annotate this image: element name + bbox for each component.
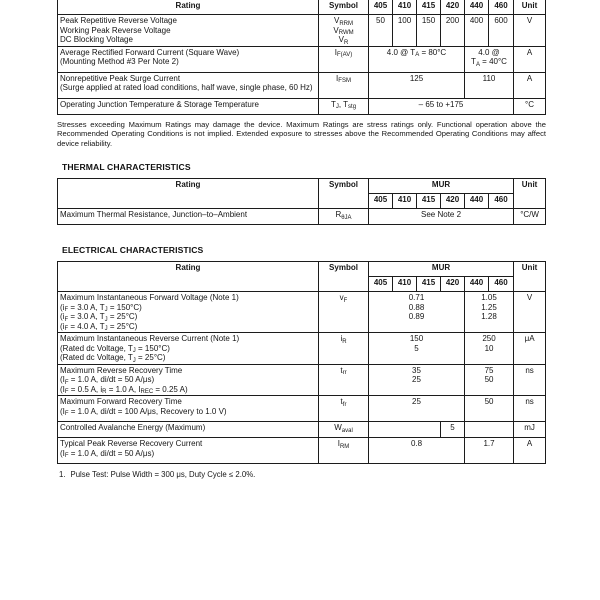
rating-line: Operating Junction Temperature & Storage Temperature (60, 99, 259, 109)
rating-cell (58, 15, 319, 47)
value-cell: 600 (489, 15, 514, 47)
series-group-header: MUR (369, 262, 514, 277)
value-line: $T_A = 40^\circ C$ (471, 57, 507, 68)
rating-line: Maximum Instantaneous Forward Voltage (Note 1) (60, 293, 239, 303)
symbol-cell: $T_J$, $T_{stg}$ (319, 98, 369, 114)
rating-cell (58, 364, 319, 396)
value-line: 0.71 (408, 293, 425, 303)
value-cell: 125 (369, 72, 465, 98)
condition-line: ($I_F = 1.0$ A, di/dt = 50 A/μs) (60, 375, 155, 386)
table-row (58, 438, 546, 464)
column-header-405: 405 (369, 277, 393, 292)
value-line: 1.05 (481, 293, 497, 303)
footnote-number: 1. (59, 470, 66, 480)
symbol-cell: $v_F$ (319, 292, 369, 333)
table-row (58, 46, 546, 72)
rating-line: Maximum Instantaneous Reverse Current (Note 1) (60, 334, 240, 344)
rating-cell (58, 333, 319, 365)
value-cell: 50 (465, 396, 514, 422)
column-header-410: 410 (393, 0, 417, 15)
rating-line: Typical Peak Reverse Recovery Current (60, 439, 203, 449)
column-header-unit: Unit (514, 179, 546, 209)
unit-cell: V (514, 15, 546, 47)
condition-line: (Rated dc Voltage, $T_J = 25^\circ C$) (60, 353, 166, 364)
value-cell: 50 (369, 15, 393, 47)
column-header-rating: Rating (58, 0, 319, 15)
value-cell: 5 (441, 422, 465, 438)
column-header-460: 460 (489, 277, 514, 292)
column-header-rating: Rating (58, 179, 319, 209)
rating-cell (58, 438, 319, 464)
value-line: 10 (484, 343, 494, 353)
unit-cell: A (514, 72, 546, 98)
symbol-cell: $R_{\theta JA}$ (319, 209, 369, 225)
rating-line: Nonrepetitive Peak Surge Current (60, 73, 181, 83)
symbol-cell (319, 15, 369, 47)
value-line: 0.89 (408, 312, 425, 322)
rating-line: Average Rectified Forward Current (Square Wave) (60, 47, 240, 57)
column-header-420: 420 (441, 194, 465, 209)
value-cell-empty (465, 422, 514, 438)
value-cell: 25 (369, 396, 465, 422)
electrical-characteristics-table (57, 261, 546, 464)
value-cell: 150 (417, 15, 441, 47)
table-row (58, 364, 546, 396)
electrical-section-title: ELECTRICAL CHARACTERISTICS (62, 245, 204, 256)
rating-cell: Maximum Thermal Resistance, Junction–to–Ambient (58, 209, 319, 225)
symbol-cell: $I_{FSM}$ (319, 72, 369, 98)
column-header-420: 420 (441, 0, 465, 15)
rating-line: Controlled Avalanche Energy (Maximum) (60, 423, 206, 433)
symbol-cell: $I_{F(AV)}$ (319, 46, 369, 72)
pulse-test-footnote (59, 470, 546, 479)
unit-cell: °C (514, 98, 546, 114)
value-cell (369, 292, 465, 333)
symbol: $V_R$ (338, 35, 349, 46)
thermal-characteristics-table (57, 178, 546, 225)
symbol-cell: $I_{RM}$ (319, 438, 369, 464)
table-row (58, 292, 546, 333)
column-header-405: 405 (369, 194, 393, 209)
value-cell: – 65 to +175 (369, 98, 514, 114)
condition-line: ($i_F = 4.0$ A, $T_J = 25^\circ C$) (60, 321, 138, 333)
value-cell (369, 364, 465, 396)
column-header-410: 410 (393, 277, 417, 292)
unit-cell: V (514, 292, 546, 333)
page-content (57, 0, 546, 479)
value-line: 150 (409, 334, 424, 344)
symbol-cell: $W_{aval}$ (319, 422, 369, 438)
column-header-unit: Unit (514, 0, 546, 15)
column-header-410: 410 (393, 194, 417, 209)
value-line: 0.88 (408, 302, 425, 312)
condition-line: ($I_F = 1.0$ A, di/dt = 50 A/μs) (60, 448, 155, 460)
value-cell: 200 (441, 15, 465, 47)
table-row (58, 72, 546, 98)
table-row (58, 209, 546, 225)
rating-line: Working Peak Reverse Voltage (60, 25, 171, 35)
value-cell-empty (369, 422, 441, 438)
condition-line: ($i_F = 3.0$ A, $T_J = 150^\circ C$) (60, 302, 142, 314)
table-header-row (58, 262, 546, 277)
table-row (58, 15, 546, 47)
value-cell: 110 (465, 72, 514, 98)
thermal-section-title: THERMAL CHARACTERISTICS (62, 162, 191, 173)
value-cell: See Note 2 (369, 209, 514, 225)
column-header-440: 440 (465, 277, 489, 292)
unit-cell: A (514, 46, 546, 72)
table-header-row (58, 179, 546, 194)
value-cell (465, 46, 514, 72)
value-cell (465, 292, 514, 333)
unit-cell: ns (514, 396, 546, 422)
condition-line: ($i_F = 3.0$ A, $T_J = 25^\circ C$) (60, 312, 138, 323)
value-line: 250 (482, 334, 496, 344)
value-line: 75 (484, 365, 494, 375)
value-cell (369, 333, 465, 365)
value-cell: 1.7 (465, 438, 514, 464)
value-line: 4.0 @ (478, 47, 500, 57)
column-header-symbol: Symbol (319, 262, 369, 292)
rating-cell (58, 98, 319, 114)
rating-line: (Mounting Method #3 Per Note 2) (60, 57, 179, 66)
symbol-cell: $t_{rr}$ (319, 364, 369, 396)
condition-line: (Rated dc Voltage, $T_J = 150^\circ C$) (60, 343, 170, 355)
rating-line: Maximum Forward Recovery Time (60, 397, 182, 407)
rating-cell (58, 72, 319, 98)
maximum-ratings-table (57, 0, 546, 115)
rating-line: DC Blocking Voltage (60, 35, 133, 44)
rating-line: Peak Repetitive Reverse Voltage (60, 16, 177, 25)
column-header-440: 440 (465, 0, 489, 15)
column-header-415: 415 (417, 277, 441, 292)
column-header-460: 460 (489, 0, 514, 15)
symbol-cell: $t_{fr}$ (319, 396, 369, 422)
column-header-405: 405 (369, 0, 393, 15)
value-line: 50 (484, 375, 494, 385)
symbol: $V_{RWM}$ (333, 25, 354, 36)
column-header-symbol: Symbol (319, 0, 369, 15)
rating-cell (58, 422, 319, 438)
column-header-460: 460 (489, 194, 514, 209)
column-header-rating: Rating (58, 262, 319, 292)
unit-cell: °C/W (514, 209, 546, 225)
unit-cell: μA (514, 333, 546, 365)
value-line: 25 (412, 375, 421, 385)
rating-line: Maximum Reverse Recovery Time (60, 365, 183, 375)
value-cell: 4.0 @ $T_A = 80^\circ C$ (369, 46, 465, 72)
condition-line: ($I_F = 1.0$ A, di/dt = 100 A/μs, Recovery to 1.0 V) (60, 406, 227, 418)
unit-cell: ns (514, 364, 546, 396)
unit-cell: A (514, 438, 546, 464)
rating-cell (58, 292, 319, 333)
symbol-cell: $i_R$ (319, 333, 369, 365)
value-cell (465, 333, 514, 365)
column-header-415: 415 (417, 194, 441, 209)
condition-line: ($I_F = 0.5$ A, $i_R = 1.0$ A, $I_{REC} = 0.25$ A) (60, 384, 188, 396)
value-cell (465, 364, 514, 396)
table-row (58, 98, 546, 114)
footnote-text: Pulse Test: Pulse Width = 300 μs, Duty Cycle ≤ 2.0%. (70, 470, 256, 480)
value-line: 1.28 (481, 312, 497, 322)
column-header-symbol: Symbol (319, 179, 369, 209)
unit-cell: mJ (514, 422, 546, 438)
value-line: 5 (414, 343, 419, 353)
value-cell: 100 (393, 15, 417, 47)
table-row (58, 396, 546, 422)
series-group-header: MUR (369, 179, 514, 194)
stress-ratings-note: Stresses exceeding Maximum Ratings may damage the device. Maximum Ratings are stress ratings only. Functional operation above the Recommended Operating Conditions is not implied. Extended exposure to stresses above the Recommended Operating Conditions may affect device reliability. (57, 119, 546, 148)
column-header-420: 420 (441, 277, 465, 292)
table-row (58, 422, 546, 438)
value-line: 1.25 (481, 302, 497, 312)
value-line: 35 (412, 365, 421, 375)
column-header-440: 440 (465, 194, 489, 209)
value-cell: 400 (465, 15, 489, 47)
rating-cell (58, 46, 319, 72)
column-header-415: 415 (417, 0, 441, 15)
value-cell: 0.8 (369, 438, 465, 464)
symbol: $V_{RRM}$ (333, 16, 353, 27)
column-header-unit: Unit (514, 262, 546, 292)
rating-cell (58, 396, 319, 422)
table-row (58, 333, 546, 365)
rating-line: (Surge applied at rated load conditions, half wave, single phase, 60 Hz) (60, 83, 313, 92)
